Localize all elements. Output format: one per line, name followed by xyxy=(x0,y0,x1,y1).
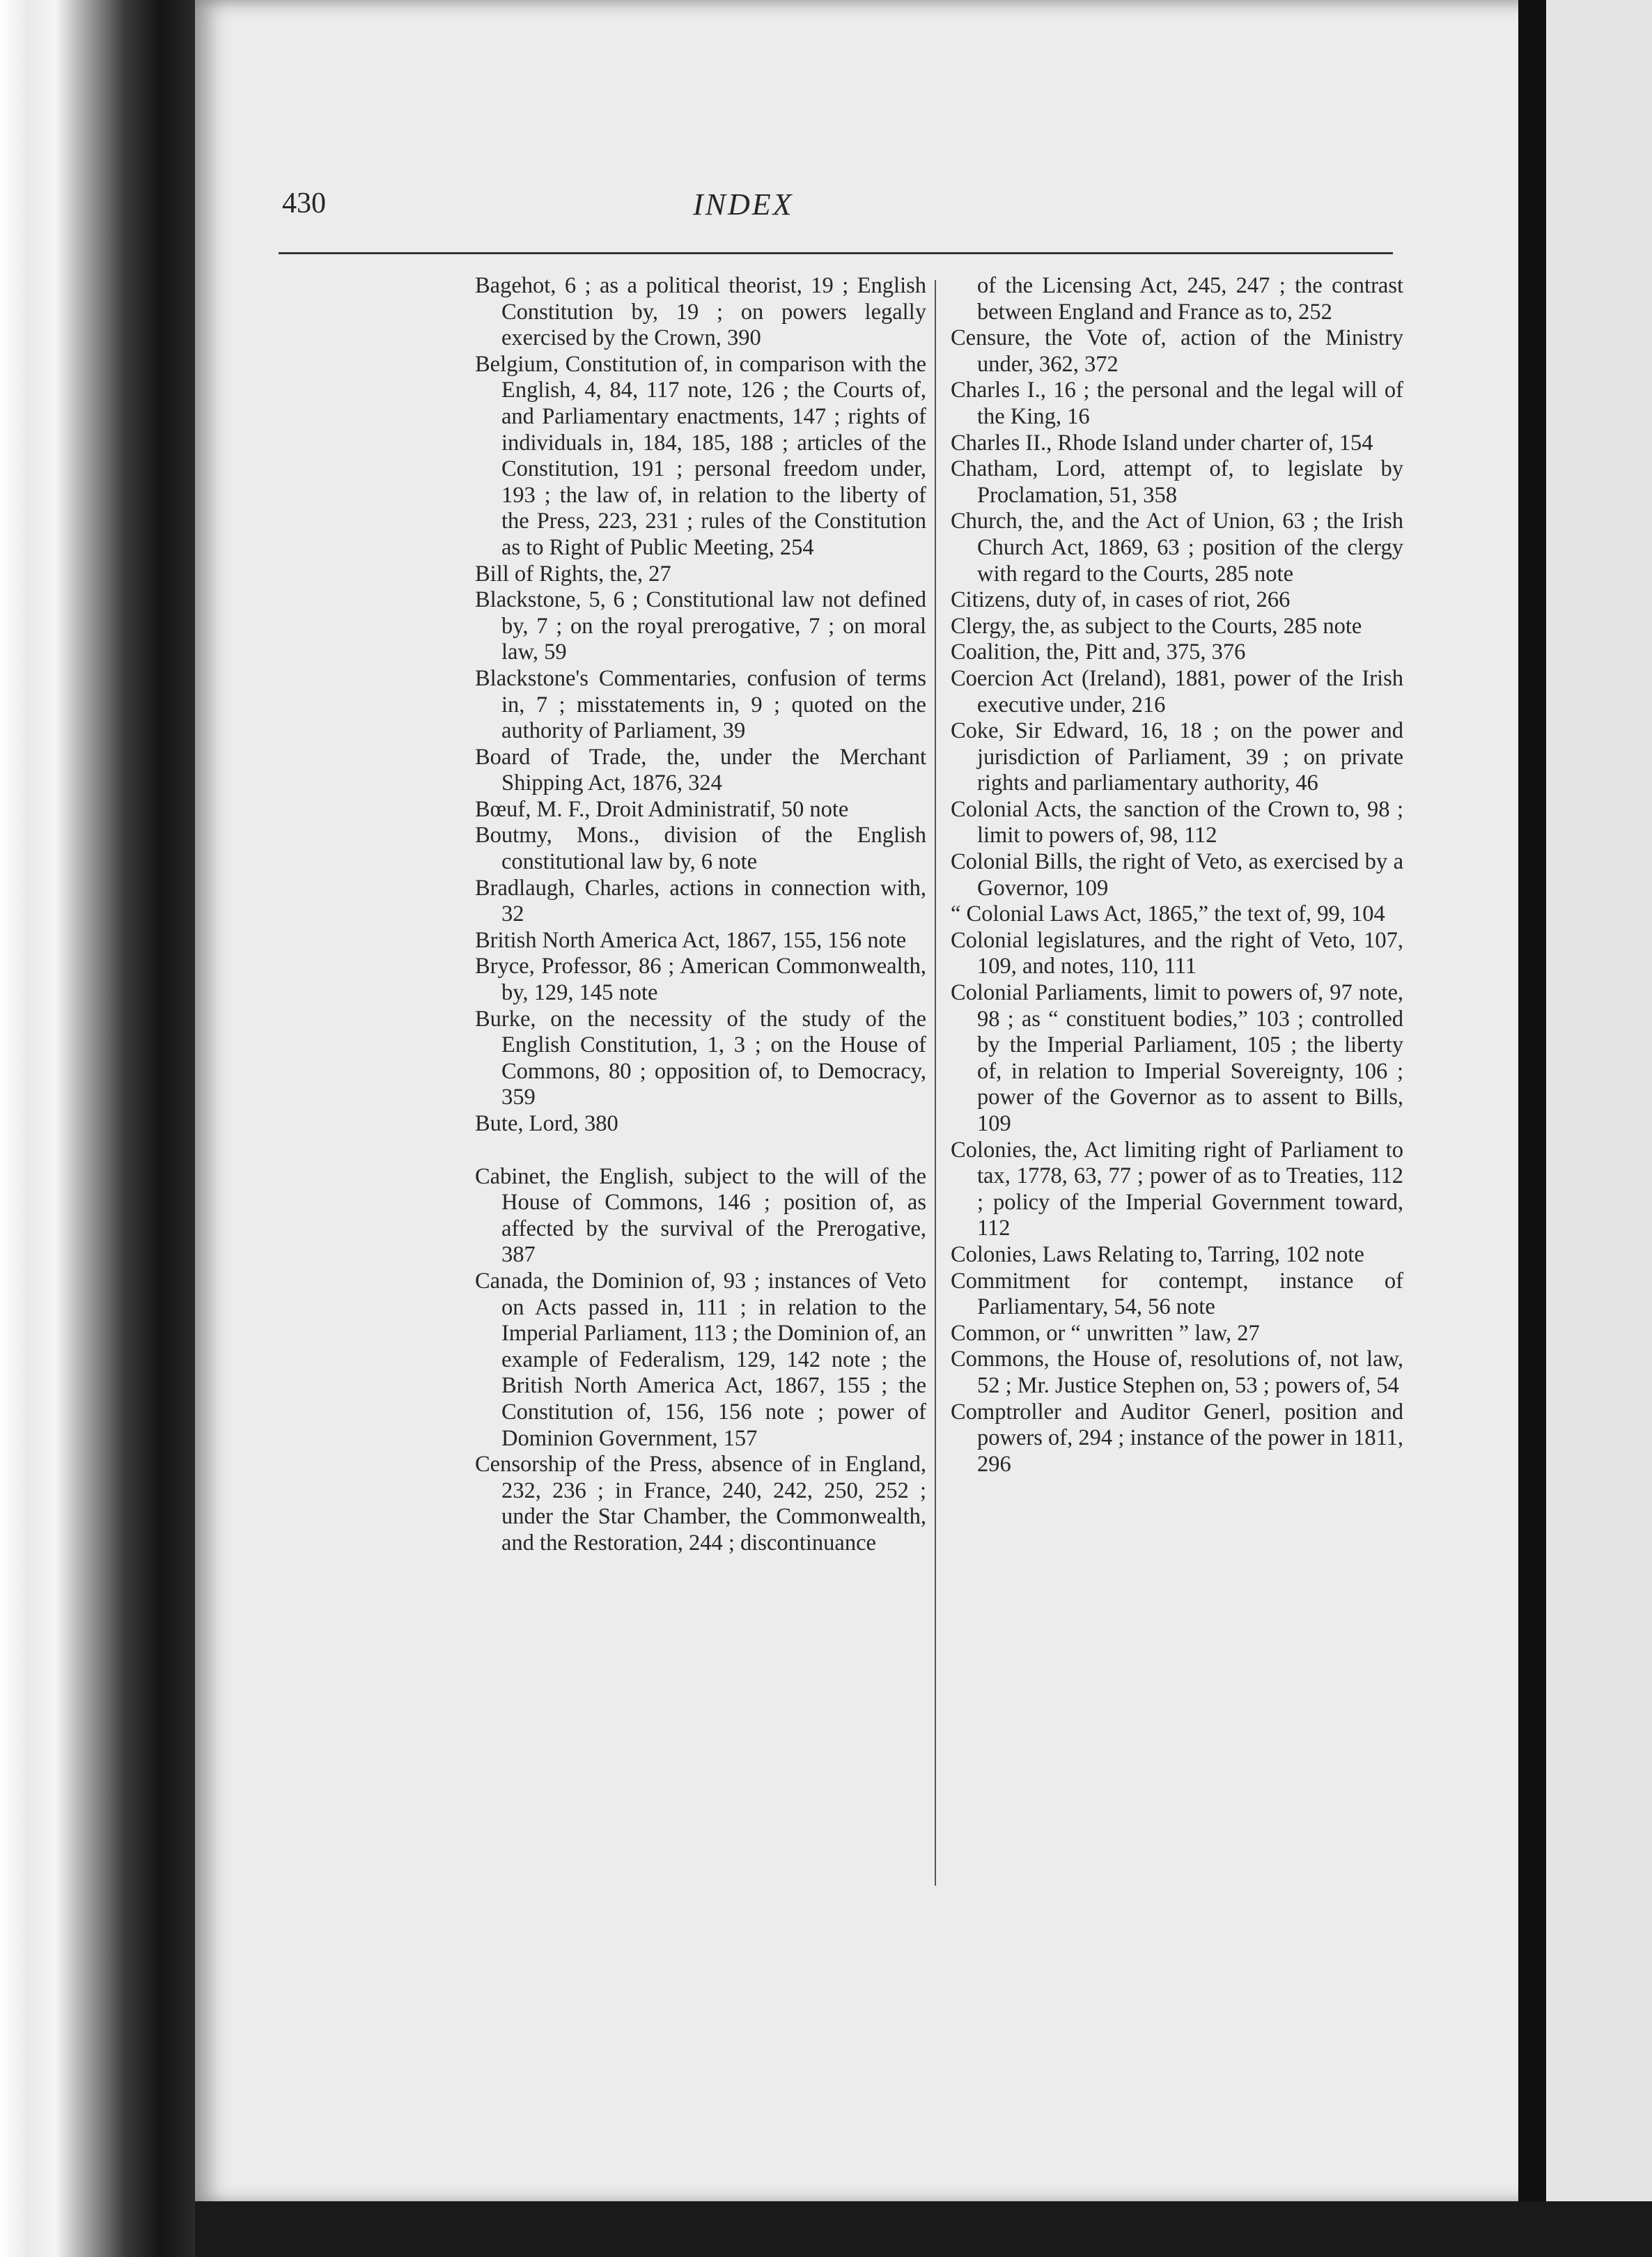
index-entry: Cabinet, the English, subject to the will of the House of Commons, 146 ; position of, as affected by the survival of the Prerogative, 387 xyxy=(475,1163,926,1268)
index-entry: Clergy, the, as subject to the Courts, 285 note xyxy=(951,613,1362,639)
index-entry: Boutmy, Mons., division of the English constitutional law by, 6 note xyxy=(475,823,926,875)
index-entry: Common, or “ unwritten ” law, 27 xyxy=(951,1320,1260,1346)
index-entry: Board of Trade, the, under the Merchant Shipping Act, 1876, 324 xyxy=(475,744,926,796)
index-entry: Chatham, Lord, attempt of, to legislate by Proclamation, 51, 358 xyxy=(951,456,1403,508)
next-page-edge xyxy=(1546,0,1652,2205)
index-entry: Blackstone, 5, 6 ; Constitutional law not defined by, 7 ; on the royal prerogative, 7 ; on moral law, 59 xyxy=(475,587,926,665)
index-entry: Censure, the Vote of, action of the Ministry under, 362, 372 xyxy=(951,325,1403,377)
index-entry: Commons, the House of, resolutions of, not law, 52 ; Mr. Justice Stephen on, 53 ; powers of, 54 xyxy=(951,1347,1403,1398)
index-entry: Burke, on the necessity of the study of the English Constitution, 1, 3 ; on the House of Commons, 80 ; opposition of, to Democracy, 359 xyxy=(475,1006,926,1110)
index-entry: Coke, Sir Edward, 16, 18 ; on the power and jurisdiction of Parliament, 39 ; on private rights and parliamentary authority, 46 xyxy=(951,718,1403,796)
index-entry: Canada, the Dominion of, 93 ; instances of Veto on Acts passed in, 111 ; in relation to the Imperial Parliament, 113 ; the Dominion of, an example of Federalism, 129, 142 note ; the British North America Act, 1867, 155 ; the Constitution of, 156, 156 note ; power of Dominion Government, 157 xyxy=(475,1268,926,1451)
index-entry: Bagehot, 6 ; as a political theorist, 19 ; English Constitution by, 19 ; on powers legally exercised by the Crown, 390 xyxy=(475,273,926,351)
index-entry: Coalition, the, Pitt and, 375, 376 xyxy=(951,639,1246,665)
index-entry: Coercion Act (Ireland), 1881, power of the Irish executive under, 216 xyxy=(951,665,1403,718)
index-entry: “ Colonial Laws Act, 1865,” the text of, 99, 104 xyxy=(951,901,1385,927)
page-gutter xyxy=(1518,0,1546,2205)
page-title: INDEX xyxy=(693,187,794,222)
index-entry: Comptroller and Auditor Generl, position and powers of, 294 ; instance of the power in 1811, 296 xyxy=(951,1399,1403,1477)
running-header xyxy=(0,187,1652,235)
index-entry: Blackstone's Commentaries, confusion of terms in, 7 ; misstatements in, 9 ; quoted on the authority of Parliament, 39 xyxy=(475,665,926,744)
index-entry: Bill of Rights, the, 27 xyxy=(475,561,671,587)
index-column-right xyxy=(951,273,1403,1477)
index-entry: Colonies, Laws Relating to, Tarring, 102 note xyxy=(951,1241,1364,1267)
scan-bottom-edge xyxy=(195,2201,1652,2257)
index-entry: Colonies, the, Act limiting right of Parliament to tax, 1778, 63, 77 ; power of as to Treaties, 112 ; policy of the Imperial Government toward, 112 xyxy=(951,1137,1403,1241)
index-entry: Bute, Lord, 380 xyxy=(475,1111,618,1136)
section-gap xyxy=(475,1138,926,1164)
index-entry: Bryce, Professor, 86 ; American Commonwealth, by, 129, 145 note xyxy=(475,954,926,1006)
header-rule xyxy=(279,252,1393,254)
index-entry: Commitment for contempt, instance of Parliamentary, 54, 56 note xyxy=(951,1268,1403,1320)
index-entry: Colonial legislatures, and the right of Veto, 107, 109, and notes, 110, 111 xyxy=(951,927,1403,979)
index-column-left xyxy=(475,273,926,1557)
column-divider xyxy=(935,280,936,1886)
index-entry: Church, the, and the Act of Union, 63 ; the Irish Church Act, 1869, 63 ; position of the clergy with regard to the Courts, 285 note xyxy=(951,509,1403,587)
index-entry: Charles II., Rhode Island under charter of, 154 xyxy=(951,430,1373,456)
index-entry: Belgium, Constitution of, in comparison with the English, 4, 84, 117 note, 126 ; the Courts of, and Parliamentary enactments, 147 ; rights of individuals in, 184, 185, 188 ; articles of the Constitution, 191 ; personal freedom under, 193 ; the law of, in relation to the liberty of the Press, 223, 231 ; rules of the Constitution as to Right of Public Meeting, 254 xyxy=(475,351,926,560)
index-entry: Bœuf, M. F., Droit Administratif, 50 note xyxy=(475,796,849,822)
index-entry: Colonial Bills, the right of Veto, as exercised by a Governor, 109 xyxy=(951,849,1403,901)
index-entry: Colonial Acts, the sanction of the Crown to, 98 ; limit to powers of, 98, 112 xyxy=(951,796,1403,848)
index-entry: Censorship of the Press, absence of in England, 232, 236 ; in France, 240, 242, 250, 252 ; under the Star Chamber, the Commonwealth, and the Restoration, 244 ; discontinuance xyxy=(475,1452,926,1556)
index-entry: British North America Act, 1867, 155, 156 note xyxy=(475,927,907,953)
index-entry: Charles I., 16 ; the personal and the legal will of the King, 16 xyxy=(951,378,1403,429)
index-entry-continuation: of the Licensing Act, 245, 247 ; the contrast between England and France as to, 252 xyxy=(977,273,1403,325)
book-binding xyxy=(0,0,195,2257)
index-entry: Colonial Parliaments, limit to powers of, 97 note, 98 ; as “ constituent bodies,” 103 ; controlled by the Imperial Parliament, 105 ; the liberty of, in relation to Imperial Sovereignty, 106 ; power of the Governor as to assent to Bills, 109 xyxy=(951,980,1403,1136)
index-entry: Bradlaugh, Charles, actions in connection with, 32 xyxy=(475,875,926,927)
page-number: 430 xyxy=(282,187,326,219)
index-entry: Citizens, duty of, in cases of riot, 266 xyxy=(951,587,1291,613)
